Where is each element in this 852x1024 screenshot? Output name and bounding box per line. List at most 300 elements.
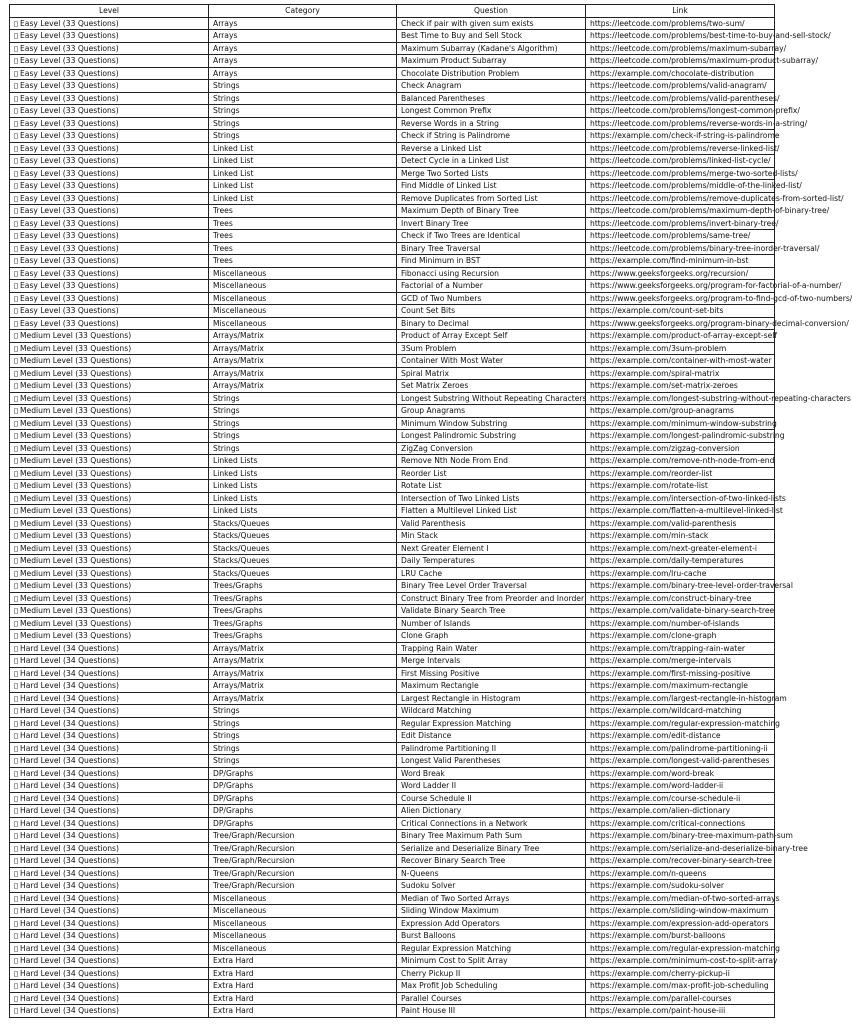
cell-category: Miscellaneous	[209, 917, 397, 930]
cell-category: Stacks/Queues	[209, 555, 397, 568]
cell-category: Linked Lists	[209, 505, 397, 518]
cell-link[interactable]: https://example.com/construct-binary-tree	[586, 592, 775, 605]
cell-question: Recover Binary Search Tree	[397, 855, 586, 868]
cell-category: Linked Lists	[209, 467, 397, 480]
cell-question: Clone Graph	[397, 630, 586, 643]
level-text: Hard Level (34 Questions)	[20, 681, 119, 690]
cell-link[interactable]: https://example.com/min-stack	[586, 530, 775, 543]
cell-category: DP/Graphs	[209, 805, 397, 818]
level-text: Easy Level (33 Questions)	[20, 131, 119, 140]
cell-question: Find Minimum in BST	[397, 255, 586, 268]
cell-link[interactable]: https://leetcode.com/problems/binary-tree-inorder-traversal/	[586, 242, 775, 255]
cell-question: Cherry Pickup II	[397, 967, 586, 980]
cell-level	[10, 630, 209, 643]
table-row	[10, 705, 775, 718]
table-row	[10, 767, 775, 780]
cell-link[interactable]: https://example.com/chocolate-distribution	[586, 67, 775, 80]
level-text: Medium Level (33 Questions)	[20, 431, 132, 440]
cell-question: Reverse a Linked List	[397, 142, 586, 155]
cell-question: Palindrome Partitioning II	[397, 742, 586, 755]
cell-question: Serialize and Deserialize Binary Tree	[397, 842, 586, 855]
cell-category: Arrays/Matrix	[209, 655, 397, 668]
cell-level	[10, 105, 209, 118]
cell-question: Find Middle of Linked List	[397, 180, 586, 193]
level-text: Hard Level (34 Questions)	[20, 656, 119, 665]
cell-category: Stacks/Queues	[209, 517, 397, 530]
cell-question: Longest Valid Parentheses	[397, 755, 586, 768]
cell-question: Merge Two Sorted Lists	[397, 167, 586, 180]
cell-link[interactable]: https://example.com/remove-nth-node-from-end	[586, 455, 775, 468]
level-text: Medium Level (33 Questions)	[20, 481, 132, 490]
cell-level	[10, 255, 209, 268]
cell-question: Edit Distance	[397, 730, 586, 743]
cell-link[interactable]: https://example.com/word-ladder-ii	[586, 780, 775, 793]
cell-link[interactable]: https://www.geeksforgeeks.org/recursion/	[586, 267, 775, 280]
cell-question: ZigZag Conversion	[397, 442, 586, 455]
cell-category: Strings	[209, 717, 397, 730]
cell-link[interactable]: https://example.com/3sum-problem	[586, 342, 775, 355]
checkbox-glyph-icon: ▯	[14, 743, 19, 753]
cell-link[interactable]: https://example.com/lru-cache	[586, 567, 775, 580]
cell-link[interactable]: https://www.geeksforgeeks.org/program-binary-decimal-conversion/	[586, 317, 775, 330]
cell-link[interactable]: https://example.com/flatten-a-multilevel-linked-list	[586, 505, 775, 518]
checkbox-glyph-icon: ▯	[14, 531, 19, 540]
table-row	[10, 830, 775, 843]
level-text: Easy Level (33 Questions)	[20, 293, 119, 303]
cell-link[interactable]: https://leetcode.com/problems/merge-two-sorted-lists/	[586, 167, 775, 180]
cell-link[interactable]: https://example.com/expression-add-operators	[586, 917, 775, 930]
level-text: Easy Level (33 Questions)	[20, 143, 119, 153]
cell-link[interactable]: https://example.com/paint-house-iii	[586, 1005, 775, 1018]
cell-question: Word Break	[397, 767, 586, 780]
cell-question: Alien Dictionary	[397, 805, 586, 818]
cell-category: DP/Graphs	[209, 767, 397, 780]
checkbox-glyph-icon: ▯	[14, 18, 19, 28]
cell-link[interactable]: https://leetcode.com/problems/two-sum/	[586, 17, 775, 30]
cell-level	[10, 280, 209, 293]
cell-link[interactable]: https://example.com/container-with-most-water	[586, 355, 775, 368]
cell-category: Strings	[209, 430, 397, 443]
cell-link[interactable]: https://example.com/check-if-string-is-palindrome	[586, 130, 775, 143]
cell-link[interactable]: https://example.com/serialize-and-deserialize-binary-tree	[586, 842, 775, 855]
checkbox-glyph-icon: ▯	[14, 68, 19, 78]
table-row	[10, 842, 775, 855]
cell-link[interactable]: https://example.com/largest-rectangle-in-histogram	[586, 692, 775, 705]
checkbox-glyph-icon: ▯	[14, 481, 19, 490]
cell-link[interactable]: https://example.com/word-break	[586, 767, 775, 780]
cell-level	[10, 217, 209, 230]
checkbox-glyph-icon: ▯	[14, 943, 19, 953]
table-row	[10, 442, 775, 455]
checkbox-glyph-icon: ▯	[14, 218, 19, 228]
cell-link[interactable]: https://leetcode.com/problems/best-time-to-buy-and-sell-stock/	[586, 30, 775, 43]
level-text: Hard Level (34 Questions)	[20, 968, 119, 978]
cell-question: Detect Cycle in a Linked List	[397, 155, 586, 168]
table-row	[10, 417, 775, 430]
level-text: Hard Level (34 Questions)	[20, 868, 119, 878]
cell-link[interactable]: https://example.com/validate-binary-search-tree	[586, 605, 775, 618]
checkbox-glyph-icon: ▯	[14, 131, 19, 140]
cell-category: Linked List	[209, 180, 397, 193]
cell-level	[10, 942, 209, 955]
cell-link[interactable]: https://leetcode.com/problems/valid-anagram/	[586, 80, 775, 93]
cell-level	[10, 42, 209, 55]
cell-link[interactable]: https://example.com/spiral-matrix	[586, 367, 775, 380]
cell-link[interactable]: https://example.com/zigzag-conversion	[586, 442, 775, 455]
cell-category: Arrays/Matrix	[209, 692, 397, 705]
cell-level	[10, 142, 209, 155]
cell-question: N-Queens	[397, 867, 586, 880]
cell-link[interactable]: https://example.com/regular-expression-matching	[586, 942, 775, 955]
cell-link[interactable]: https://example.com/binary-tree-maximum-path-sum	[586, 830, 775, 843]
cell-level	[10, 192, 209, 205]
cell-category: DP/Graphs	[209, 792, 397, 805]
cell-question: Set Matrix Zeroes	[397, 380, 586, 393]
cell-link[interactable]: https://example.com/course-schedule-ii	[586, 792, 775, 805]
cell-category: Trees/Graphs	[209, 580, 397, 593]
checkbox-glyph-icon: ▯	[14, 318, 19, 328]
checkbox-glyph-icon: ▯	[14, 631, 19, 640]
cell-level	[10, 1005, 209, 1018]
cell-link[interactable]: https://example.com/first-missing-positive	[586, 667, 775, 680]
table-row	[10, 942, 775, 955]
cell-category: Linked List	[209, 192, 397, 205]
cell-question: Course Schedule II	[397, 792, 586, 805]
table-row	[10, 892, 775, 905]
cell-category: Tree/Graph/Recursion	[209, 880, 397, 893]
cell-category: Tree/Graph/Recursion	[209, 855, 397, 868]
table-row	[10, 730, 775, 743]
table-row	[10, 980, 775, 993]
table-row	[10, 330, 775, 343]
cell-link[interactable]: https://leetcode.com/problems/remove-duplicates-from-sorted-list/	[586, 192, 775, 205]
checkbox-glyph-icon: ▯	[14, 143, 19, 153]
level-text: Easy Level (33 Questions)	[20, 193, 119, 203]
table-row	[10, 605, 775, 618]
cell-link[interactable]: https://example.com/parallel-courses	[586, 992, 775, 1005]
cell-level	[10, 30, 209, 43]
cell-link[interactable]: https://leetcode.com/problems/middle-of-the-linked-list/	[586, 180, 775, 193]
cell-level	[10, 355, 209, 368]
cell-level	[10, 17, 209, 30]
cell-link[interactable]: https://example.com/binary-tree-level-order-traversal	[586, 580, 775, 593]
table-row	[10, 592, 775, 605]
table-row	[10, 505, 775, 518]
cell-category: Miscellaneous	[209, 280, 397, 293]
table-row	[10, 680, 775, 693]
header-level: Level	[10, 5, 209, 18]
checkbox-glyph-icon: ▯	[14, 456, 19, 465]
cell-category: Strings	[209, 417, 397, 430]
cell-link[interactable]: https://example.com/rotate-list	[586, 480, 775, 493]
cell-category: Strings	[209, 105, 397, 118]
checkbox-glyph-icon: ▯	[14, 556, 19, 565]
cell-level	[10, 467, 209, 480]
cell-link[interactable]: https://example.com/merge-intervals	[586, 655, 775, 668]
table-row	[10, 167, 775, 180]
table-row	[10, 205, 775, 218]
level-text: Hard Level (34 Questions)	[20, 706, 119, 715]
cell-level	[10, 80, 209, 93]
table-header	[10, 5, 775, 18]
cell-link[interactable]: https://example.com/next-greater-element-i	[586, 542, 775, 555]
level-text: Easy Level (33 Questions)	[20, 306, 119, 315]
cell-level	[10, 830, 209, 843]
cell-level	[10, 967, 209, 980]
cell-link[interactable]: https://example.com/edit-distance	[586, 730, 775, 743]
checkbox-glyph-icon: ▯	[14, 543, 19, 553]
level-text: Hard Level (34 Questions)	[20, 993, 119, 1003]
checkbox-glyph-icon: ▯	[14, 331, 19, 340]
cell-link[interactable]: https://leetcode.com/problems/maximum-depth-of-binary-tree/	[586, 205, 775, 218]
level-text: Hard Level (34 Questions)	[20, 731, 119, 740]
cell-link[interactable]: https://leetcode.com/problems/longest-common-prefix/	[586, 105, 775, 118]
cell-question: Paint House III	[397, 1005, 586, 1018]
cell-link[interactable]: https://leetcode.com/problems/reverse-words-in-a-string/	[586, 117, 775, 130]
level-text: Medium Level (33 Questions)	[20, 531, 132, 540]
table-row	[10, 667, 775, 680]
cell-question: Burst Balloons	[397, 930, 586, 943]
header-link: Link	[586, 5, 775, 18]
cell-level	[10, 717, 209, 730]
cell-category: Trees	[209, 255, 397, 268]
level-text: Hard Level (34 Questions)	[20, 756, 119, 765]
table-row	[10, 30, 775, 43]
cell-question: Factorial of a Number	[397, 280, 586, 293]
cell-category: Linked Lists	[209, 480, 397, 493]
cell-link[interactable]: https://leetcode.com/problems/invert-binary-tree/	[586, 217, 775, 230]
level-text: Medium Level (33 Questions)	[20, 418, 132, 428]
cell-level	[10, 442, 209, 455]
cell-category: Tree/Graph/Recursion	[209, 830, 397, 843]
cell-link[interactable]: https://example.com/count-set-bits	[586, 305, 775, 318]
cell-question: Word Ladder II	[397, 780, 586, 793]
cell-link[interactable]: https://example.com/critical-connections	[586, 817, 775, 830]
cell-level	[10, 880, 209, 893]
cell-link[interactable]: https://example.com/minimum-cost-to-split-array	[586, 955, 775, 968]
cell-question: Chocolate Distribution Problem	[397, 67, 586, 80]
cell-link[interactable]: https://example.com/intersection-of-two-linked-lists	[586, 492, 775, 505]
cell-link[interactable]: https://example.com/reorder-list	[586, 467, 775, 480]
cell-link[interactable]: https://example.com/alien-dictionary	[586, 805, 775, 818]
cell-link[interactable]: https://example.com/sudoku-solver	[586, 880, 775, 893]
cell-category: Arrays/Matrix	[209, 380, 397, 393]
cell-link[interactable]: https://example.com/number-of-islands	[586, 617, 775, 630]
cell-link[interactable]: https://leetcode.com/problems/reverse-linked-list/	[586, 142, 775, 155]
level-text: Hard Level (34 Questions)	[20, 743, 119, 753]
cell-level	[10, 480, 209, 493]
checkbox-glyph-icon: ▯	[14, 618, 19, 628]
checkbox-glyph-icon: ▯	[14, 956, 19, 965]
cell-level	[10, 55, 209, 68]
table-row	[10, 480, 775, 493]
cell-level	[10, 392, 209, 405]
table-row	[10, 180, 775, 193]
level-text: Hard Level (34 Questions)	[20, 856, 119, 865]
level-text: Medium Level (33 Questions)	[20, 581, 132, 590]
cell-category: Linked Lists	[209, 492, 397, 505]
cell-level	[10, 767, 209, 780]
cell-link[interactable]: https://example.com/longest-valid-parentheses	[586, 755, 775, 768]
table-row	[10, 555, 775, 568]
level-text: Hard Level (34 Questions)	[20, 931, 119, 940]
checkbox-glyph-icon: ▯	[14, 931, 19, 940]
cell-link[interactable]: https://leetcode.com/problems/same-tree/	[586, 230, 775, 243]
checkbox-glyph-icon: ▯	[14, 368, 19, 378]
cell-level	[10, 567, 209, 580]
table-row	[10, 105, 775, 118]
table-row	[10, 742, 775, 755]
level-text: Hard Level (34 Questions)	[20, 768, 119, 778]
checkbox-glyph-icon: ▯	[14, 293, 19, 303]
cell-link[interactable]: https://www.geeksforgeeks.org/program-to-find-gcd-of-two-numbers/	[586, 292, 775, 305]
cell-category: Miscellaneous	[209, 317, 397, 330]
table-body	[10, 17, 852, 1017]
checkbox-glyph-icon: ▯	[14, 431, 19, 440]
level-text: Medium Level (33 Questions)	[20, 493, 132, 503]
level-text: Hard Level (34 Questions)	[20, 881, 119, 890]
cell-question: Binary to Decimal	[397, 317, 586, 330]
cell-link[interactable]: https://leetcode.com/problems/maximum-subarray/	[586, 42, 775, 55]
table-row	[10, 655, 775, 668]
cell-level	[10, 455, 209, 468]
table-row	[10, 755, 775, 768]
cell-category: Strings	[209, 730, 397, 743]
cell-link[interactable]: https://example.com/longest-palindromic-substring	[586, 430, 775, 443]
cell-link[interactable]: https://example.com/wildcard-matching	[586, 705, 775, 718]
checkbox-glyph-icon: ▯	[14, 406, 19, 415]
table-row	[10, 855, 775, 868]
cell-link[interactable]: https://example.com/find-minimum-in-bst	[586, 255, 775, 268]
cell-level	[10, 342, 209, 355]
cell-link[interactable]: https://example.com/clone-graph	[586, 630, 775, 643]
cell-category: Strings	[209, 80, 397, 93]
level-text: Hard Level (34 Questions)	[20, 818, 119, 828]
cell-link[interactable]: https://example.com/set-matrix-zeroes	[586, 380, 775, 393]
level-text: Easy Level (33 Questions)	[20, 43, 119, 53]
cell-link[interactable]: https://example.com/daily-temperatures	[586, 555, 775, 568]
checkbox-glyph-icon: ▯	[14, 981, 19, 990]
cell-level	[10, 155, 209, 168]
cell-level	[10, 667, 209, 680]
checkbox-glyph-icon: ▯	[14, 856, 19, 865]
cell-level	[10, 130, 209, 143]
table-row	[10, 242, 775, 255]
checkbox-glyph-icon: ▯	[14, 806, 19, 815]
cell-level	[10, 905, 209, 918]
cell-link[interactable]: https://example.com/minimum-window-substring	[586, 417, 775, 430]
cell-level	[10, 542, 209, 555]
cell-level	[10, 992, 209, 1005]
cell-link[interactable]: https://example.com/sliding-window-maximum	[586, 905, 775, 918]
checkbox-glyph-icon: ▯	[14, 693, 19, 703]
cell-level	[10, 492, 209, 505]
checkbox-glyph-icon: ▯	[14, 193, 19, 203]
table-row	[10, 355, 775, 368]
cell-question: Largest Rectangle in Histogram	[397, 692, 586, 705]
cell-question: Check Anagram	[397, 80, 586, 93]
cell-link[interactable]: https://example.com/median-of-two-sorted-arrays	[586, 892, 775, 905]
table-row	[10, 792, 775, 805]
cell-category: Miscellaneous	[209, 292, 397, 305]
cell-link[interactable]: https://example.com/burst-balloons	[586, 930, 775, 943]
cell-link[interactable]: https://example.com/palindrome-partitioning-ii	[586, 742, 775, 755]
cell-category: Trees/Graphs	[209, 592, 397, 605]
cell-level	[10, 180, 209, 193]
cell-category: Arrays/Matrix	[209, 342, 397, 355]
cell-question: Count Set Bits	[397, 305, 586, 318]
cell-question: Next Greater Element I	[397, 542, 586, 555]
cell-link[interactable]: https://leetcode.com/problems/linked-list-cycle/	[586, 155, 775, 168]
cell-category: Miscellaneous	[209, 892, 397, 905]
cell-category: Arrays/Matrix	[209, 667, 397, 680]
cell-link[interactable]: https://example.com/group-anagrams	[586, 405, 775, 418]
table-row	[10, 92, 775, 105]
cell-category: Extra Hard	[209, 1005, 397, 1018]
cell-link[interactable]: https://example.com/regular-expression-matching	[586, 717, 775, 730]
cell-category: Miscellaneous	[209, 930, 397, 943]
table-row	[10, 455, 775, 468]
checkbox-glyph-icon: ▯	[14, 993, 19, 1003]
cell-question: Product of Array Except Self	[397, 330, 586, 343]
cell-link[interactable]: https://example.com/max-profit-job-scheduling	[586, 980, 775, 993]
level-text: Medium Level (33 Questions)	[20, 618, 132, 628]
checkbox-glyph-icon: ▯	[14, 593, 19, 603]
cell-category: Stacks/Queues	[209, 542, 397, 555]
checkbox-glyph-icon: ▯	[14, 106, 19, 115]
cell-level	[10, 430, 209, 443]
cell-level	[10, 230, 209, 243]
cell-category: Trees	[209, 230, 397, 243]
level-text: Easy Level (33 Questions)	[20, 18, 119, 28]
level-text: Easy Level (33 Questions)	[20, 106, 119, 115]
cell-link[interactable]: https://example.com/longest-substring-without-repeating-characters	[586, 392, 775, 405]
cell-link[interactable]: https://leetcode.com/problems/maximum-product-subarray/	[586, 55, 775, 68]
checkbox-glyph-icon: ▯	[14, 968, 19, 978]
table-row	[10, 542, 775, 555]
cell-link[interactable]: https://example.com/n-queens	[586, 867, 775, 880]
table-row	[10, 492, 775, 505]
checkbox-glyph-icon: ▯	[14, 468, 19, 478]
cell-question: Spiral Matrix	[397, 367, 586, 380]
level-text: Hard Level (34 Questions)	[20, 843, 119, 853]
cell-link[interactable]: https://example.com/recover-binary-search-tree	[586, 855, 775, 868]
cell-level	[10, 867, 209, 880]
cell-link[interactable]: https://example.com/valid-parenthesis	[586, 517, 775, 530]
cell-link[interactable]: https://example.com/maximum-rectangle	[586, 680, 775, 693]
level-text: Hard Level (34 Questions)	[20, 981, 119, 990]
cell-link[interactable]: https://example.com/product-of-array-except-self	[586, 330, 775, 343]
cell-link[interactable]: https://example.com/trapping-rain-water	[586, 642, 775, 655]
cell-category: Linked Lists	[209, 455, 397, 468]
cell-question: Rotate List	[397, 480, 586, 493]
cell-level	[10, 817, 209, 830]
cell-category: Tree/Graph/Recursion	[209, 842, 397, 855]
level-text: Medium Level (33 Questions)	[20, 406, 132, 415]
level-text: Easy Level (33 Questions)	[20, 268, 119, 278]
cell-link[interactable]: https://www.geeksforgeeks.org/program-for-factorial-of-a-number/	[586, 280, 775, 293]
cell-link[interactable]: https://leetcode.com/problems/valid-parentheses/	[586, 92, 775, 105]
table-row	[10, 580, 775, 593]
cell-link[interactable]: https://example.com/cherry-pickup-ii	[586, 967, 775, 980]
cell-category: Extra Hard	[209, 980, 397, 993]
cell-level	[10, 317, 209, 330]
table-row	[10, 292, 775, 305]
cell-category: Trees/Graphs	[209, 630, 397, 643]
cell-level	[10, 117, 209, 130]
table-row	[10, 517, 775, 530]
cell-question: Wildcard Matching	[397, 705, 586, 718]
